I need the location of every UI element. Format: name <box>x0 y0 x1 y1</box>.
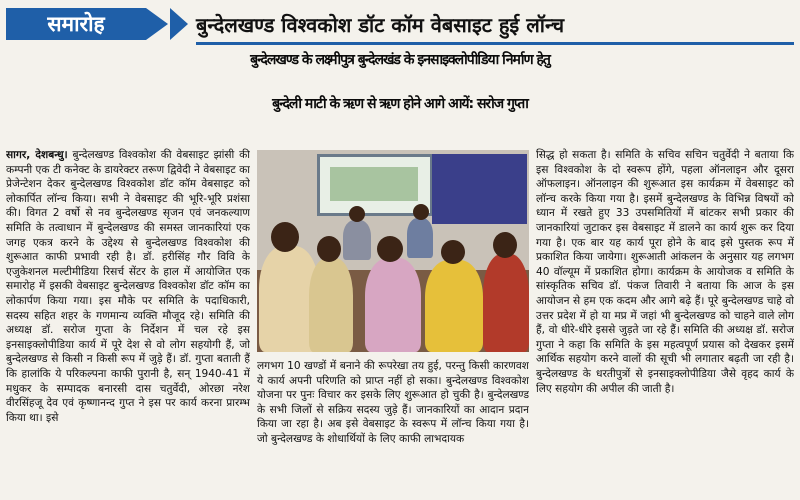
kicker-headline: बुन्देलखण्ड विश्वकोश डॉट कॉम वेबसाइट हुई लॉन्च <box>196 12 565 37</box>
ribbon-arrow-secondary <box>170 8 188 40</box>
kicker-rule <box>196 42 794 45</box>
section-label: समारोह <box>6 8 146 40</box>
article-column-2: लगभग 10 खण्डों में बनाने की रूपरेखा तय हुई, परन्तु किसी कारणवश ये कार्य अपनी परिणति को प्राप्त नहीं हो सका। बुन्देलखण्ड विश्वकोश योजना पर पुनः विचार कर इसके लिए शुरूआत हो चुकी है। बुन्देलखण्ड के सभी जिलों से सक्रिय सदस्य जुड़े हैं। जानकारियों का आदान प्रदान किया जा रहा है। अब इसे वेबसाइट के स्वरूप में लॉन्च किया गया है। जो बुन्देलखण्ड के शोधार्थियों के लिए काफी लाभदायक <box>257 360 529 445</box>
article-column-3: सिद्ध हो सकता है। समिति के सचिव सचिन चतुर्वेदी ने बताया कि इस विश्वकोश के दो स्वरूप होंगे, पहला ऑनलाइन और दूसरा ऑफलाइन। ऑनलाइन की शुरूआत इस कार्यक्रम में वेबसाइट को लॉन्च करके किया गया है। इसमें बुन्देलखण्ड के विभिन्न विषयों को ध्यान में रखते हुए 33 उपसमितियों में बांटकर सभी प्रकार की जानकारियां जुटाकर इस वेबसाइट में डालने का कार्य शुरू कर दिया गया है। एक बार यह कार्य पूरा होने के बाद इसे पुस्तक रूप में प्रकाशित किया जायेगा। शुरूआती आंकलन के अनुसार यह लगभग 40 वॉल्यूम में प्रकाशित होगा। कार्यक्रम के आयोजक व समिति के सांस्कृतिक सचिव डॉ. पंकज तिवारी ने बताया कि आज के इस आयोजन से हम एक कदम और आगे बढ़े हैं। पूरे बुन्देलखण्ड चाहे वो उत्तर प्रदेश में हो या मप्र में जहां भी बुन्देलखण्ड को चाहने वाले लोग हैं, वो धीरे-धीरे इससे जुड़ते जा रहे हैं। समिति की अध्यक्ष डॉ. सरोज गुप्ता ने कहा कि समिति के इस महत्वपूर्ण प्रयास को देखकर इसमें आर्थिक सहयोग करने वालों की सूची भी लगातार बढ़ती जा रही है। बुन्देलखण्ड के धरतीपुत्रों से इनसाइक्लोपीडिया जैसे वृहद कार्य के लिए सहयोग की अपील की जाती है। <box>536 149 794 395</box>
section-ribbon <box>0 4 800 44</box>
ribbon-arrow <box>146 8 168 40</box>
dateline: सागर, देशबन्धु। <box>6 149 68 161</box>
article-column-1 <box>6 148 250 488</box>
headline-line-1: बुन्देलखण्ड के लक्ष्मीपुत्र बुन्देलखंड के इनसाइक्लोपीडिया निर्माण हेतु <box>250 52 550 68</box>
headline-line-2: बुन्देली माटी के ऋण से ऋण होने आगे आयें: सरोज गुप्ता <box>272 96 528 112</box>
event-photo <box>257 150 529 352</box>
article-text-col1: बुन्देलखण्ड विश्वकोश की वेबसाइट झांसी की कम्पनी एक टी कनेक्ट के डायरेक्टर तरूण द्विवेदी ने वेबसाइट का प्रेजेन्टेशन देकर बुन्देलखण्ड विश्वकोश डॉट कॉम वेबसाइट को लोकार्पित लॉन्च किया। सभी ने वेबसाइट की भूरि-भूरि प्रशंसा की। विगत 2 वर्षो से नव बुन्देलखण्ड सृजन एवं जनकल्याण समिति के तत्वाधान में बुन्देलखण्ड की समस्त जानकारियां एक जगह एकत्र करने के उद्देश्य से बुन्देलखण्ड विश्वकोश की शुरूआत काफी प्रभावी रही है। डॉ. हरीसिंह गौर विवि के एजुकेशनल मल्टीमीडिया रिसर्च सेंटर के हाल में आयोजित एक समारोह में इसकी वेबसाइट बुन्देलखण्ड विश्वकोश डॉट कॉम का लोकार्पण किया गया। इस मौके पर समिति के पदाधिकारी, सदस्य सहित शहर के गणमान्य व्यक्ति मौजूद रहे। समिति की अध्यक्ष डॉ. सरोज गुप्ता के निर्देशन में चल रहे इस इनसाइक्लोपीडिया कार्य में पूरे देश से वो लोग सहयोगी हैं, जो बुन्देलखण्ड से किसी न किसी रूप में जुड़े हैं। डॉ. गुप्ता बताती हैं कि हालांकि ये परिकल्पना काफी पुरानी है, सन् 1940-41 में मधुकर के सम्पादक बनारसी दास चतुर्वेदी, ओरछा नरेश वीरसिंहजू देव एवं कृष्णानन्द गुप्त ने इस पर कार्य करना प्रारम्भ किया था। इसे <box>6 149 250 424</box>
